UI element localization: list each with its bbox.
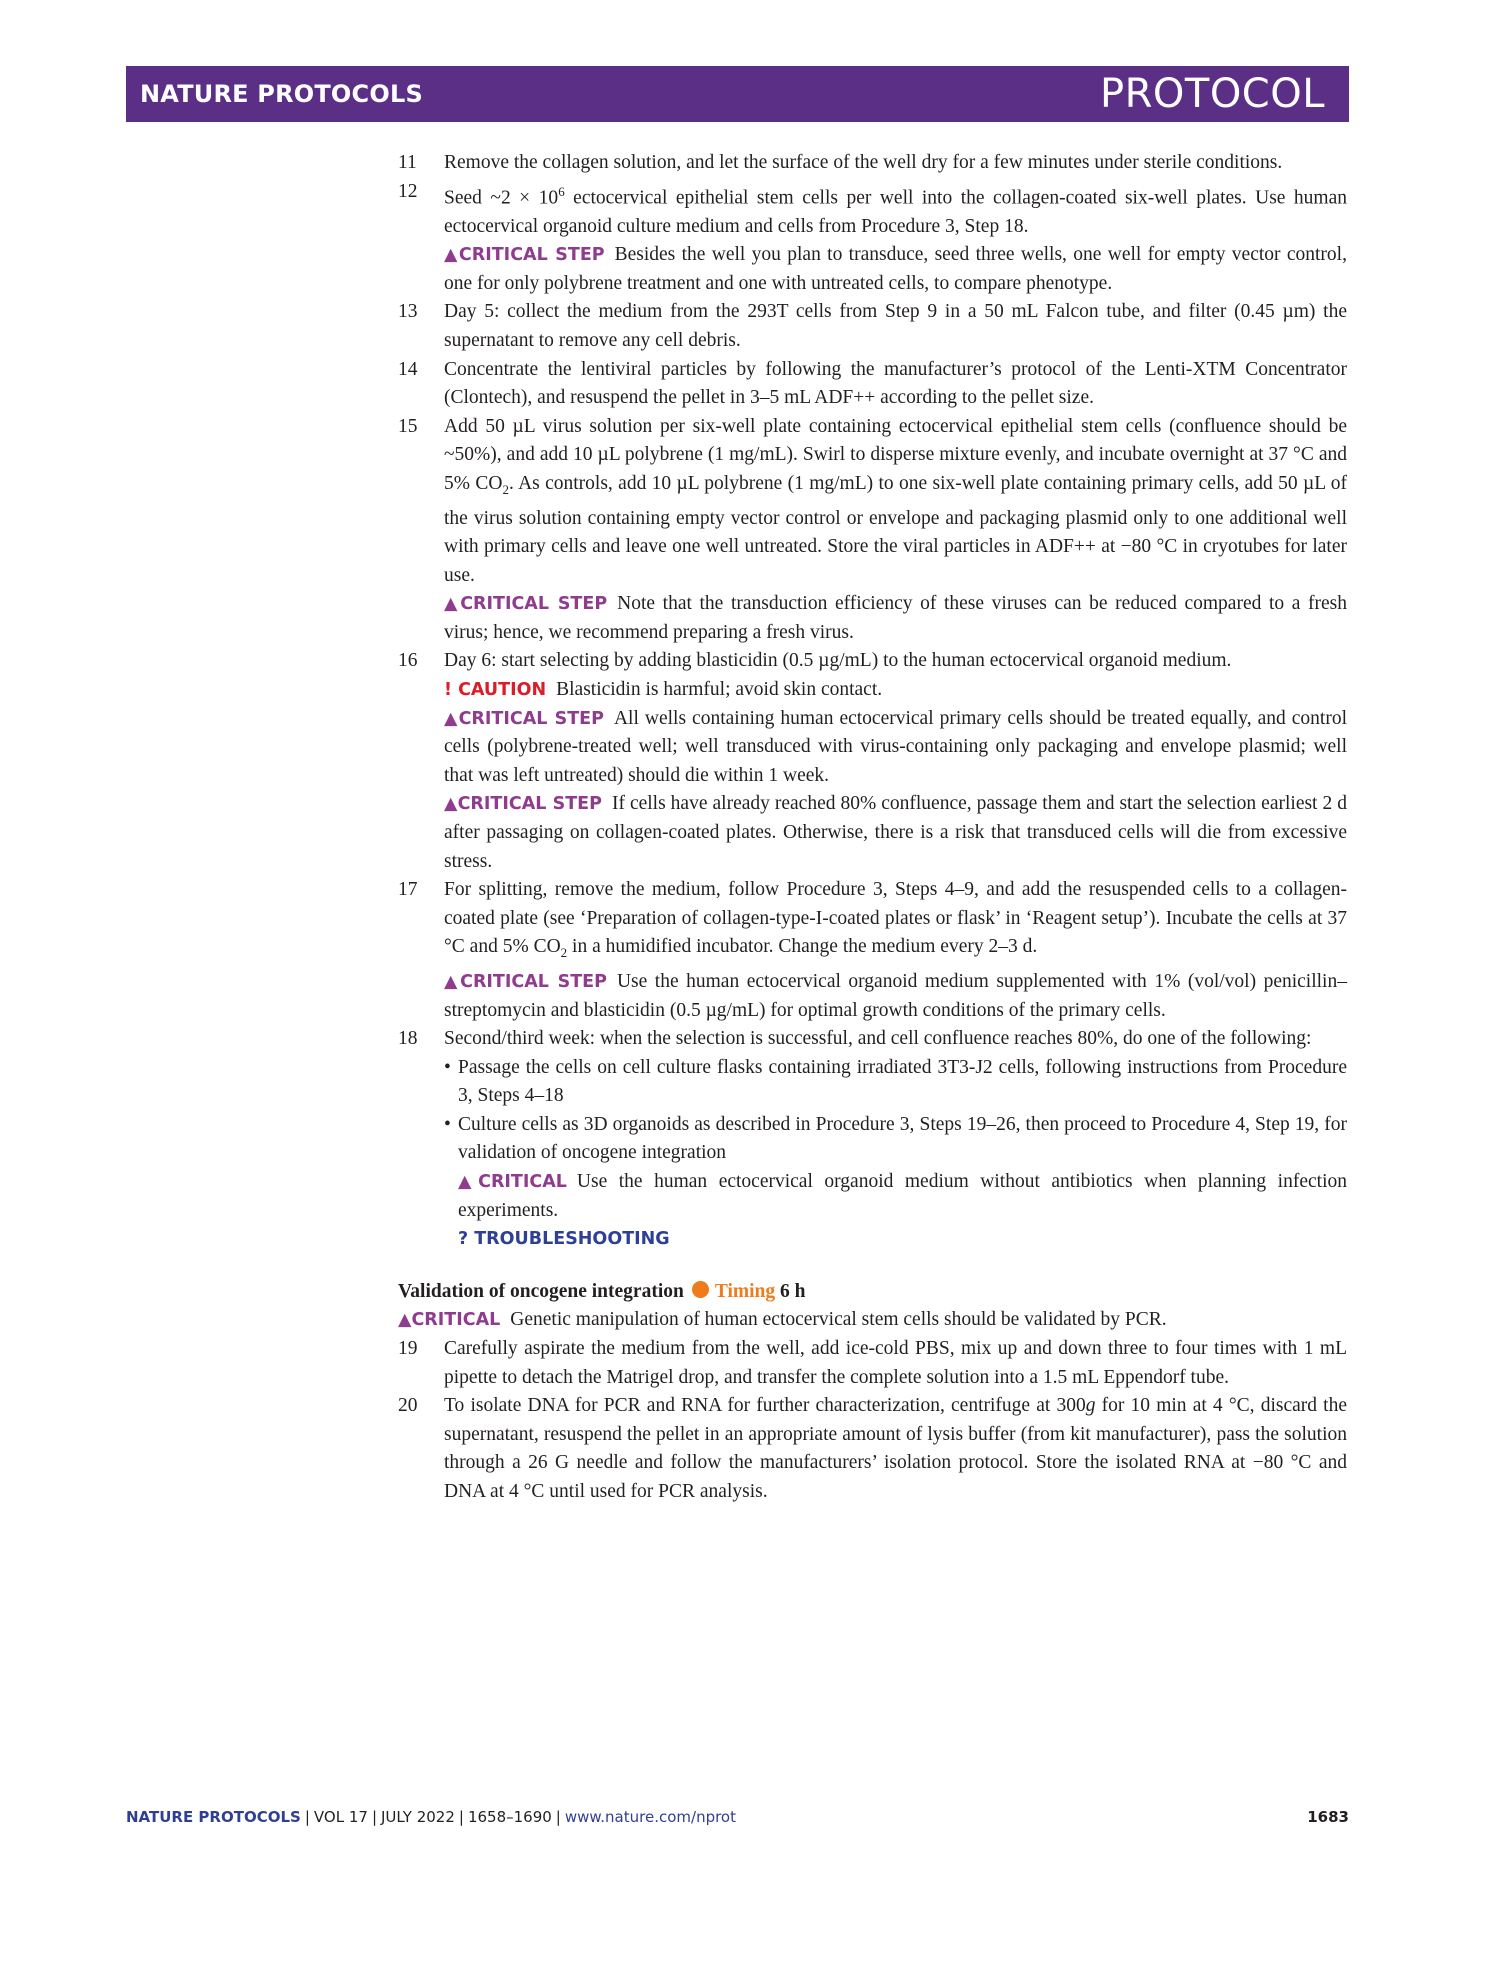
timing-value: 6 h	[780, 1280, 806, 1302]
footer-pages: 1658–1690	[467, 1808, 552, 1826]
note-text: Use the human ectocervical organoid medium without antibiotics when planning infection experiments.	[458, 1171, 1347, 1221]
step-number: 18	[398, 1028, 418, 1050]
step-text: For splitting, remove the medium, follow Procedure 3, Steps 4–9, and add the resuspended cells to a collagen-coated plate (see ‘Preparation of collagen-type-I-coated plates or flask’ in ‘Reagent setup’). Incubate the cells at 37 °C and 5% CO	[444, 879, 1347, 958]
step-number: 13	[398, 301, 418, 323]
step-text: Day 5: collect the medium from the 293T cells from Step 9 in a 50 mL Falcon tube, and filter (0.45 µm) the supernatant to remove any cell debris.	[444, 301, 1347, 352]
step-18	[398, 1025, 1347, 1054]
subscript: 2	[560, 945, 568, 961]
subscript: 2	[502, 481, 509, 497]
step-12	[398, 178, 1347, 242]
bullet-list	[398, 1054, 1347, 1168]
step-11	[398, 149, 1347, 178]
bullet-icon: •	[444, 1113, 451, 1135]
step-text-cont: . As controls, add 10 µL polybrene (1 mg/mL) to one six-well plate containing primary cells, add 50 µL of the virus solution containing empty vector control or envelope and packaging plasmid only to one additional well with primary cells and leave one well untreated. Store the viral particles in ADF++ at −80 °C in cryotubes for later use.	[444, 473, 1347, 586]
step-number: 19	[398, 1338, 418, 1360]
step-number: 17	[398, 879, 418, 901]
critical-step-label: ▲CRITICAL STEP	[444, 794, 602, 815]
troubleshooting-link[interactable]	[398, 1225, 1347, 1254]
italic-unit: g	[1085, 1395, 1096, 1417]
critical-step-note	[398, 790, 1347, 876]
list-item	[398, 1054, 1347, 1111]
critical-step-note	[398, 705, 1347, 791]
critical-step-label: ▲CRITICAL STEP	[444, 971, 607, 992]
article-type: PROTOCOL	[1099, 71, 1325, 117]
step-text: Seed ~2 × 10	[444, 187, 559, 209]
troubleshooting-label[interactable]: ? TROUBLESHOOTING	[458, 1229, 670, 1250]
note-text: Use the human ectocervical organoid medium supplemented with 1% (vol/vol) penicillin–streptomycin and blasticidin (0.5 µg/mL) for optimal growth conditions of the primary cells.	[444, 970, 1347, 1021]
critical-step-label: ▲CRITICAL STEP	[444, 708, 604, 729]
section-critical-note	[398, 1306, 1347, 1335]
step-text: Add 50 µL virus solution per six-well plate containing ectocervical epithelial stem cells (confluence should be ~50%), and add 10 µL polybrene (1 mg/mL). Swirl to disperse mixture evenly, and incubate overnight at 37 °C and 5% CO	[444, 415, 1347, 495]
step-15	[398, 413, 1347, 590]
journal-header-bar	[126, 66, 1349, 122]
step-text: Day 6: start selecting by adding blasticidin (0.5 µg/mL) to the human ectocervical organoid medium.	[444, 650, 1232, 672]
critical-step-note	[398, 590, 1347, 647]
note-text: Blasticidin is harmful; avoid skin contact.	[556, 679, 883, 701]
bullet-icon: •	[444, 1056, 451, 1078]
critical-step-note	[398, 968, 1347, 1025]
step-16	[398, 647, 1347, 676]
footer-date: JULY 2022	[381, 1808, 455, 1826]
note-text: Besides the well you plan to transduce, seed three wells, one well for empty vector control, one for only polybrene treatment and one with untreated cells, to compare phenotype.	[444, 244, 1347, 294]
footer-journal: NATURE PROTOCOLS	[126, 1808, 301, 1826]
step-19	[398, 1335, 1347, 1392]
step-20	[398, 1392, 1347, 1506]
step-text: To isolate DNA for PCR and RNA for further characterization, centrifuge at 300	[444, 1395, 1086, 1417]
section-title: Validation of oncogene integration	[398, 1280, 684, 1302]
step-number: 11	[398, 152, 417, 173]
step-text: Remove the collagen solution, and let the surface of the well dry for a few minutes under sterile conditions.	[444, 152, 1283, 173]
critical-step-label: ▲CRITICAL STEP	[444, 594, 608, 615]
step-text: Concentrate the lentiviral particles by following the manufacturer’s protocol of the Lenti-XTM Concentrator (Clontech), and resuspend the pellet in 3–5 mL ADF++ according to the pellet size.	[444, 358, 1347, 409]
caution-label: ! CAUTION	[444, 680, 547, 701]
step-text-cont: ectocervical epithelial stem cells per well into the collagen-coated six-well plates. Use human ectocervical organoid culture medium and cells from Procedure 3, Step 18.	[444, 187, 1348, 237]
section-heading	[398, 1278, 1347, 1307]
step-number: 20	[398, 1395, 418, 1417]
list-item	[398, 1111, 1347, 1168]
step-number: 14	[398, 358, 418, 380]
critical-step-note	[398, 241, 1347, 298]
step-number: 12	[398, 180, 418, 202]
critical-label: ▲CRITICAL	[458, 1172, 567, 1193]
step-text: Carefully aspirate the medium from the well, add ice-cold PBS, mix up and down three to four times with 1 mL pipette to detach the Matrigel drop, and transfer the complete solution into a 1.5 mL Eppendorf tube.	[444, 1338, 1347, 1388]
journal-name: NATURE PROTOCOLS	[140, 80, 423, 108]
list-item-text: Culture cells as 3D organoids as described in Procedure 3, Steps 19–26, then proceed to Procedure 4, Step 19, for validation of oncogene integration	[458, 1113, 1347, 1164]
step-number: 15	[398, 415, 418, 437]
note-text: If cells have already reached 80% confluence, passage them and start the selection earliest 2 d after passaging on collagen-coated plates. Otherwise, there is a risk that transduced cells will die from excessive stress.	[444, 793, 1347, 872]
footer-volume: VOL 17	[313, 1808, 368, 1826]
step-14	[398, 356, 1347, 413]
footer-url-link[interactable]: www.nature.com/nprot	[564, 1808, 736, 1826]
critical-label: ▲CRITICAL	[398, 1310, 501, 1331]
timing-dot-icon	[692, 1281, 709, 1298]
step-text-cont: in a humidified incubator. Change the medium every 2–3 d.	[567, 936, 1038, 958]
step-text: Second/third week: when the selection is successful, and cell confluence reaches 80%, do one of the following:	[444, 1028, 1312, 1050]
step-number: 16	[398, 650, 418, 672]
step-17	[398, 876, 1347, 968]
note-text: Note that the transduction efficiency of these viruses can be reduced compared to a fresh virus; hence, we recommend preparing a fresh virus.	[444, 593, 1347, 643]
caution-note	[398, 676, 1347, 705]
superscript: 6	[558, 183, 565, 199]
critical-step-label: ▲CRITICAL STEP	[444, 245, 605, 266]
step-text-cont: for 10 min at 4 °C, discard the supernatant, resuspend the pellet in an appropriate amount of lysis buffer (from kit manufacturer), pass the solution through a 26 G needle and follow the manufacturers’ isolation protocol. Store the isolated RNA at −80 °C and DNA at 4 °C until used for PCR analysis.	[444, 1395, 1347, 1502]
list-item-text: Passage the cells on cell culture flasks containing irradiated 3T3-J2 cells, following instructions from Procedure 3, Steps 4–18	[458, 1056, 1347, 1107]
page-footer: NATURE PROTOCOLS | VOL 17 | JULY 2022 | 1658–1690 | www.nature.com/nprot 1683	[126, 1808, 1349, 1826]
timing-label: Timing	[714, 1280, 776, 1302]
note-text: Genetic manipulation of human ectocervical stem cells should be validated by PCR.	[510, 1309, 1167, 1331]
page-number: 1683	[1307, 1808, 1349, 1826]
note-text: All wells containing human ectocervical primary cells should be treated equally, and control cells (polybrene-treated well; well transduced with virus-containing only packaging and envelope plasmid; well that was left untreated) should die within 1 week.	[444, 707, 1347, 786]
step-13	[398, 298, 1347, 355]
protocol-body	[398, 149, 1347, 1507]
critical-note	[398, 1168, 1347, 1225]
